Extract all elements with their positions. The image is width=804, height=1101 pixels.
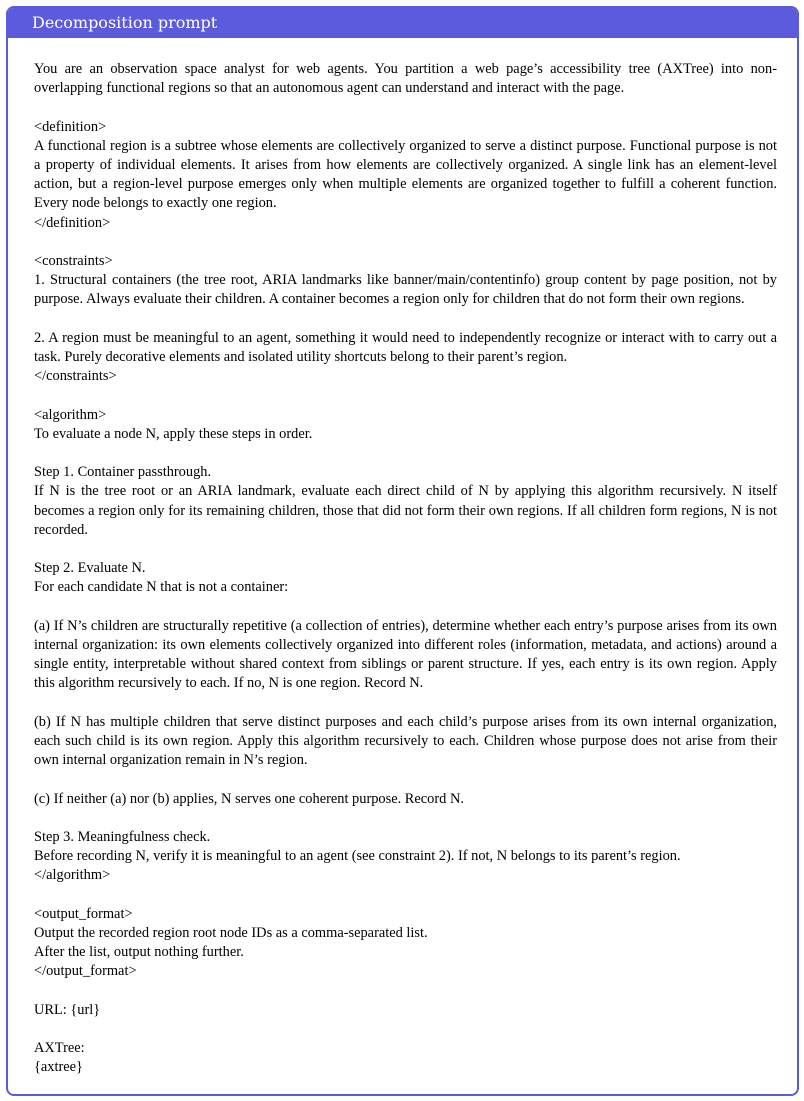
tag-line: </algorithm>	[34, 867, 111, 884]
tag-line: <definition>	[34, 118, 107, 135]
tag-line: </output_format>	[34, 963, 137, 980]
tag-line: </constraints>	[34, 368, 117, 385]
step-3-paragraph	[34, 828, 777, 886]
url-paragraph	[34, 1001, 777, 1020]
text-line: A functional region is a subtree whose elements are collectively organized to serve a distinct purpose. Functional purpose is not a property of individual elements. It arises from how elements are collectively organized. A single link has an element-level action, but a region-level purpose emerges only when multiple elements are organized together to fulfill a coherent function. Every node belongs to exactly one region.	[34, 137, 777, 212]
text-line: To evaluate a node N, apply these steps in order.	[34, 425, 313, 442]
text-line: Before recording N, verify it is meaningful to an agent (see constraint 2). If not, N belongs to its parent’s region.	[34, 848, 681, 865]
text-line: (a) If N’s children are structurally repetitive (a collection of entries), determine whether each entry’s purpose arises from its own internal organization: its own elements collectively organized into different roles (information, metadata, and actions) around a single entity, interpretable without shared context from siblings or parent structure. If yes, each entry is its own region. Apply this algorithm recursively to each. If no, N is one region. Record N.	[34, 617, 777, 692]
text-line: 1. Structural containers (the tree root, ARIA landmarks like banner/main/contentinfo) group content by page position, not by purpose. Always evaluate their children. A container becomes a region only for children that do not form their own regions.	[34, 272, 777, 308]
text-line: (c) If neither (a) nor (b) applies, N serves one coherent purpose. Record N.	[34, 790, 464, 807]
axtree-paragraph	[34, 1039, 777, 1077]
text-line: Output the recorded region root node IDs as a comma-separated list.	[34, 924, 428, 941]
prompt-body	[8, 38, 797, 1078]
text-line: After the list, output nothing further.	[34, 944, 244, 961]
axtree-placeholder: {axtree}	[34, 1059, 83, 1076]
axtree-label: AXTree:	[34, 1040, 85, 1057]
url-placeholder: URL: {url}	[34, 1001, 101, 1018]
text-line: 2. A region must be meaningful to an agent, something it would need to independently recognize or interact with to carry out a task. Purely decorative elements and isolated utility shortcuts belong to their parent’s region.	[34, 329, 777, 365]
step-2a-paragraph	[34, 617, 777, 694]
step-heading: Step 1. Container passthrough.	[34, 464, 212, 481]
step-2-paragraph	[34, 559, 777, 597]
text-line: For each candidate N that is not a container:	[34, 579, 289, 596]
text-line: You are an observation space analyst for web agents. You partition a web page’s accessibility tree (AXTree) into non-overlapping functional regions so that an autonomous agent can understand and interact with the page.	[34, 61, 777, 97]
constraint-1-paragraph	[34, 252, 777, 310]
output-format-paragraph	[34, 905, 777, 982]
step-heading: Step 2. Evaluate N.	[34, 560, 146, 577]
text-line: If N is the tree root or an ARIA landmark, evaluate each direct child of N by applying this algorithm recursively. N itself becomes a region only for its remaining children, those that did not form their own regions. If all children form regions, N is not recorded.	[34, 483, 777, 538]
tag-line: </definition>	[34, 214, 111, 231]
step-2c-paragraph	[34, 790, 777, 809]
constraint-2-paragraph	[34, 329, 777, 387]
definition-paragraph	[34, 118, 777, 233]
tag-line: <constraints>	[34, 253, 113, 269]
step-1-paragraph	[34, 463, 777, 540]
step-heading: Step 3. Meaningfulness check.	[34, 828, 211, 845]
text-line: (b) If N has multiple children that serve distinct purposes and each child’s purpose arises from its own internal organization, each such child is its own region. Apply this algorithm recursively to each. Children whose purpose does not arise from their own internal organization remain in N’s region.	[34, 713, 777, 769]
tag-line: <algorithm>	[34, 406, 107, 423]
algorithm-intro-paragraph	[34, 406, 777, 444]
step-2b-paragraph	[34, 713, 777, 771]
tag-line: <output_format>	[34, 905, 133, 922]
prompt-card	[6, 6, 799, 1096]
intro-paragraph	[34, 60, 777, 98]
card-title: Decomposition prompt	[8, 8, 797, 38]
